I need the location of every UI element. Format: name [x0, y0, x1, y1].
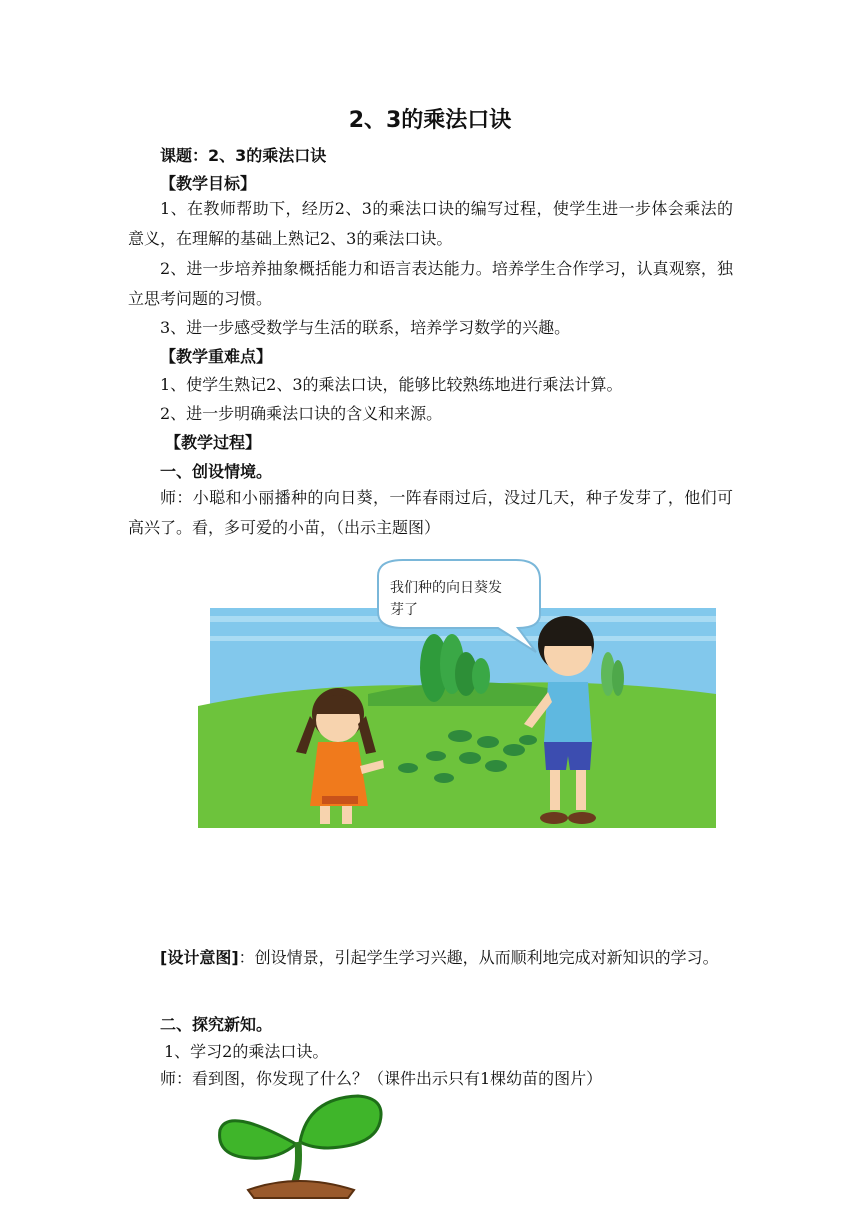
goal-2: 2、进一步培养抽象概括能力和语言表达能力。培养学生合作学习，认真观察，独立思考问题的习惯。	[128, 259, 733, 308]
goals-heading: 【教学目标】	[160, 174, 257, 193]
sprout-image	[208, 1086, 393, 1201]
step1-heading: 一、创设情境。	[160, 462, 273, 481]
design-intent	[128, 943, 733, 973]
design-intent-text: ：创设情景，引起学生学习兴趣，从而顺利地完成对新知识的学习。	[238, 948, 719, 967]
theme-illustration	[198, 556, 716, 828]
step2-heading: 二、探究新知。	[160, 1015, 273, 1034]
design-intent-label: [设计意图]	[160, 948, 239, 967]
speech-line-1: 我们种的向日葵发	[390, 580, 502, 596]
step1-text: 师：小聪和小丽播种的向日葵，一阵春雨过后，没过几天，种子发芽了，他们可高兴了。看，多可爱的小苗，（出示主题图）	[128, 488, 733, 537]
key-point-2: 2、进一步明确乘法口诀的含义和来源。	[160, 404, 443, 423]
lesson-topic: 课题：2、3的乘法口诀	[160, 146, 327, 165]
key-points-heading: 【教学重难点】	[160, 347, 273, 366]
step2-question: 师：看到图，你发现了什么？（课件出示只有1棵幼苗的图片）	[160, 1069, 603, 1088]
document-title: 2、3的乘法口诀	[348, 108, 512, 133]
step2-sub1: 1、学习2的乘法口诀。	[164, 1042, 329, 1061]
process-heading: 【教学过程】	[165, 433, 262, 452]
goal-1: 1、在教师帮助下，经历2、3的乘法口诀的编写过程，使学生进一步体会乘法的意义，在理解的基础上熟记2、3的乘法口诀。	[128, 199, 733, 248]
speech-line-2: 芽了	[390, 602, 418, 618]
goal-3: 3、进一步感受数学与生活的联系，培养学习数学的兴趣。	[160, 318, 571, 337]
key-point-1: 1、使学生熟记2、3的乘法口诀，能够比较熟练地进行乘法计算。	[160, 375, 623, 394]
